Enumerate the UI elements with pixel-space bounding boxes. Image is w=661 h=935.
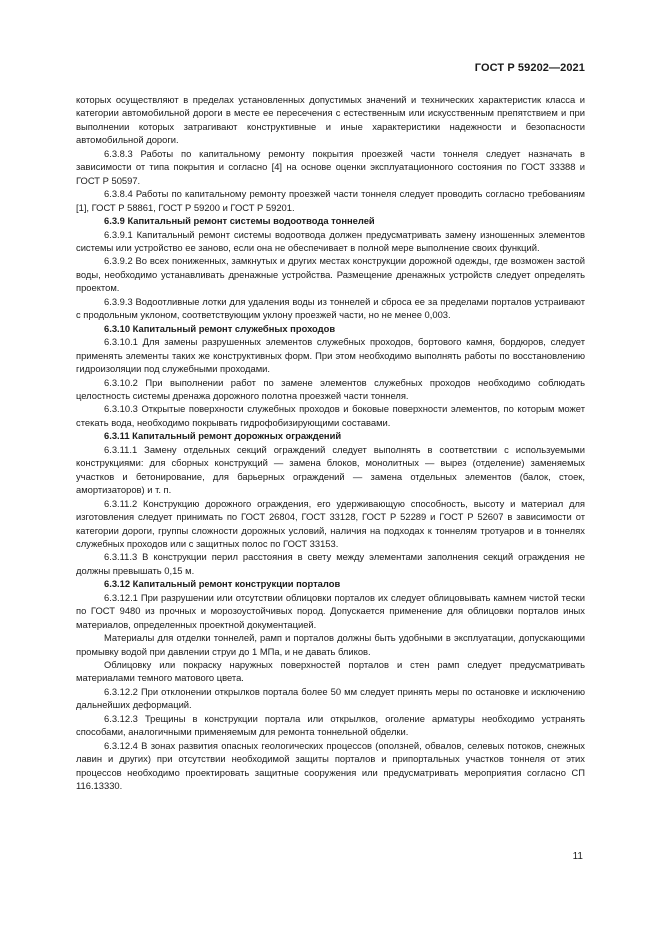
- paragraph: 6.3.11.1 Замену отдельных секций ограждений следует выполнять в соответствии с используемыми конструкциями: для сборных конструкций — замена блоков, монолитных — вырез (отделение) заменяемых участков и бетонирование, для барьерных ограждений — замена отдельных элементов (балок, стоек, амортизаторов) и т. п.: [76, 443, 585, 496]
- paragraph: 6.3.9.3 Водоотливные лотки для удаления воды из тоннелей и сброса ее за пределами порталов устраивают с продольным уклоном, соответствующим уклону проезжей части, но не менее 0,003.: [76, 295, 585, 321]
- paragraph: 6.3.9.2 Во всех пониженных, замкнутых и других местах конструкции дорожной одежды, где возможен застой воды, необходимо устанавливать дренажные устройства. Размещение дренажных устройств следует определять проектом.: [76, 255, 585, 294]
- paragraph: Материалы для отделки тоннелей, рамп и порталов должны быть удобными в эксплуатации, допускающими промывку водой при давлении струи до 1 МПа, и не давать бликов.: [76, 632, 585, 657]
- paragraph: 6.3.12.4 В зонах развития опасных геологических процессов (оползней, обвалов, селевых потоков, снежных лавин и других) при отсутствии необходимой защиты порталов и припортальных участков тоннеля от этих процессов необходимо проектировать защитные сооружения или предусматривать мероприятия согласно СП 116.13330.: [76, 739, 585, 792]
- section-heading: 6.3.10 Капитальный ремонт служебных проходов: [104, 322, 336, 334]
- standard-header: ГОСТ Р 59202—2021: [474, 62, 585, 74]
- paragraph: 6.3.11.2 Конструкцию дорожного ограждения, его удерживающую способность, высоту и материал для изготовления следует принимать по ГОСТ 26804, ГОСТ 33128, ГОСТ Р 52289 и ГОСТ Р 52607 в зависимости от категории дороги, группы сложности дорожных условий, наличия на подходах к тоннелям тротуаров и в тоннелях служебных проходов или с защитных полос по ГОСТ 33153.: [76, 497, 585, 549]
- paragraph: 6.3.12.1 При разрушении или отсутствии облицовки порталов их следует облицовывать камнем чистой тески по ГОСТ 9480 из прочных и морозоустойчивых пород. Допускается применение для облицовки порталов иных материалов, определенных проектной документацией.: [76, 591, 585, 630]
- paragraph: 6.3.11.3 В конструкции перил расстояния в свету между элементами заполнения секций ограждения не должны превышать 0,15 м.: [76, 551, 585, 576]
- paragraph: 6.3.10.3 Открытые поверхности служебных проходов и боковые поверхности элементов, по которым может стекать вода, необходимо покрывать гидрофобизирующими составами.: [76, 403, 585, 428]
- paragraph: 6.3.9.1 Капитальный ремонт системы водоотвода должен предусматривать замену изношенных элементов системы или устройство ее заново, если она не обеспечивает в полной мере выполнение своих функций.: [76, 228, 585, 253]
- paragraph: 6.3.8.4 Работы по капитальному ремонту проезжей части тоннеля следует проводить согласно требованиям [1], ГОСТ Р 58861, ГОСТ Р 59200 и ГОСТ Р 59201.: [76, 188, 585, 213]
- section-heading: 6.3.11 Капитальный ремонт дорожных ограждений: [104, 430, 342, 442]
- paragraph: Облицовку или покраску наружных поверхностей порталов и стен рамп следует предусматривать материалами темного матового цвета.: [76, 659, 585, 684]
- page-number: 11: [572, 851, 583, 862]
- paragraph: которых осуществляют в пределах установленных допустимых значений и технических характеристик класса и категории автомобильной дороги в месте ее пересечения с естественным или искусственным препятствием и при выполнении которых затрагивают конструктивные и иные характеристики надежности и безопасности автомобильной дороги.: [76, 94, 585, 146]
- paragraph: 6.3.10.2 При выполнении работ по замене элементов служебных проходов необходимо соблюдать целостность системы дренажа дорожного полотна проезжей части тоннеля.: [76, 376, 585, 401]
- paragraph: 6.3.8.3 Работы по капитальному ремонту покрытия проезжей части тоннеля следует назначать в зависимости от типа покрытия и согласно [4] на основе оценки эксплуатационного состояния по ГОСТ 33388 и ГОСТ Р 50597.: [76, 147, 585, 186]
- section-heading: 6.3.12 Капитальный ремонт конструкции порталов: [104, 578, 341, 590]
- document-body: [76, 93, 585, 793]
- paragraph: 6.3.12.3 Трещины в конструкции портала или открылков, оголение арматуры необходимо устранять способами, аналогичными применяемым для ремонта тоннельной обделки.: [76, 712, 585, 738]
- paragraph: 6.3.12.2 При отклонении открылков портала более 50 мм следует принять меры по остановке и исключению дальнейших деформаций.: [76, 685, 585, 711]
- section-heading: 6.3.9 Капитальный ремонт системы водоотвода тоннелей: [104, 215, 375, 227]
- paragraph: 6.3.10.1 Для замены разрушенных элементов служебных проходов, бортового камня, бордюров, следует применять элементы таких же конструктивных форм. При этом необходимо выполнять работы по восстановлению гидроизоляции под служебными проходами.: [76, 336, 585, 375]
